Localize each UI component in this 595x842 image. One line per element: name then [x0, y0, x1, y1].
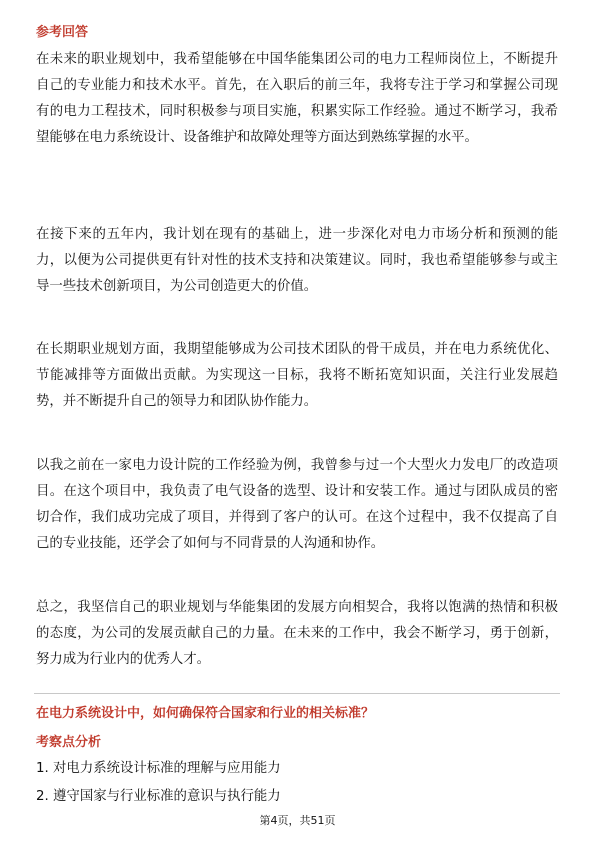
answer-paragraph-1: 在未来的职业规划中，我希望能够在中国华能集团公司的电力工程师岗位上，不断提升自己的专业能力和技术水平。首先，在入职后的前三年，我将专注于学习和掌握公司现有的电力工程技术，同时积极参与项目实施，积累实际工作经验。通过不断学习，我希望能够在电力系统设计、设备维护和故障处理等方面达到熟练掌握的水平。	[36, 52, 558, 145]
analysis-point-2: 2. 遵守国家与行业标准的意识与执行能力	[36, 789, 281, 804]
analysis-point-1: 1. 对电力系统设计标准的理解与应用能力	[36, 761, 281, 776]
analysis-heading: 考察点分析	[36, 735, 102, 750]
answer-heading: 参考回答	[36, 25, 89, 40]
section-divider	[34, 693, 560, 694]
answer-paragraph-5: 总之，我坚信自己的职业规划与华能集团的发展方向相契合，我将以饱满的热情和积极的态度，为公司的发展贡献自己的力量。在未来的工作中，我会不断学习，勇于创新，努力成为行业内的优秀人才。	[36, 600, 558, 667]
answer-paragraph-4: 以我之前在一家电力设计院的工作经验为例，我曾参与过一个大型火力发电厂的改造项目。在这个项目中，我负责了电气设备的选型、设计和安装工作。通过与团队成员的密切合作，我们成功完成了项目，并得到了客户的认可。在这个过程中，我不仅提高了自己的专业技能，还学会了如何与不同背景的人沟通和协作。	[36, 458, 558, 551]
question-heading: 在电力系统设计中，如何确保符合国家和行业的相关标准？	[36, 706, 375, 721]
answer-paragraph-3: 在长期职业规划方面，我期望能够成为公司技术团队的骨干成员，并在电力系统优化、节能减排等方面做出贡献。为实现这一目标，我将不断拓宽知识面，关注行业发展趋势，并不断提升自己的领导力和团队协作能力。	[36, 342, 558, 409]
page-number-footer: 第4页，共51页	[259, 814, 336, 827]
answer-paragraph-2: 在接下来的五年内，我计划在现有的基础上，进一步深化对电力市场分析和预测的能力，以便为公司提供更有针对性的技术支持和决策建议。同时，我也希望能够参与或主导一些技术创新项目，为公司创造更大的价值。	[36, 227, 558, 294]
